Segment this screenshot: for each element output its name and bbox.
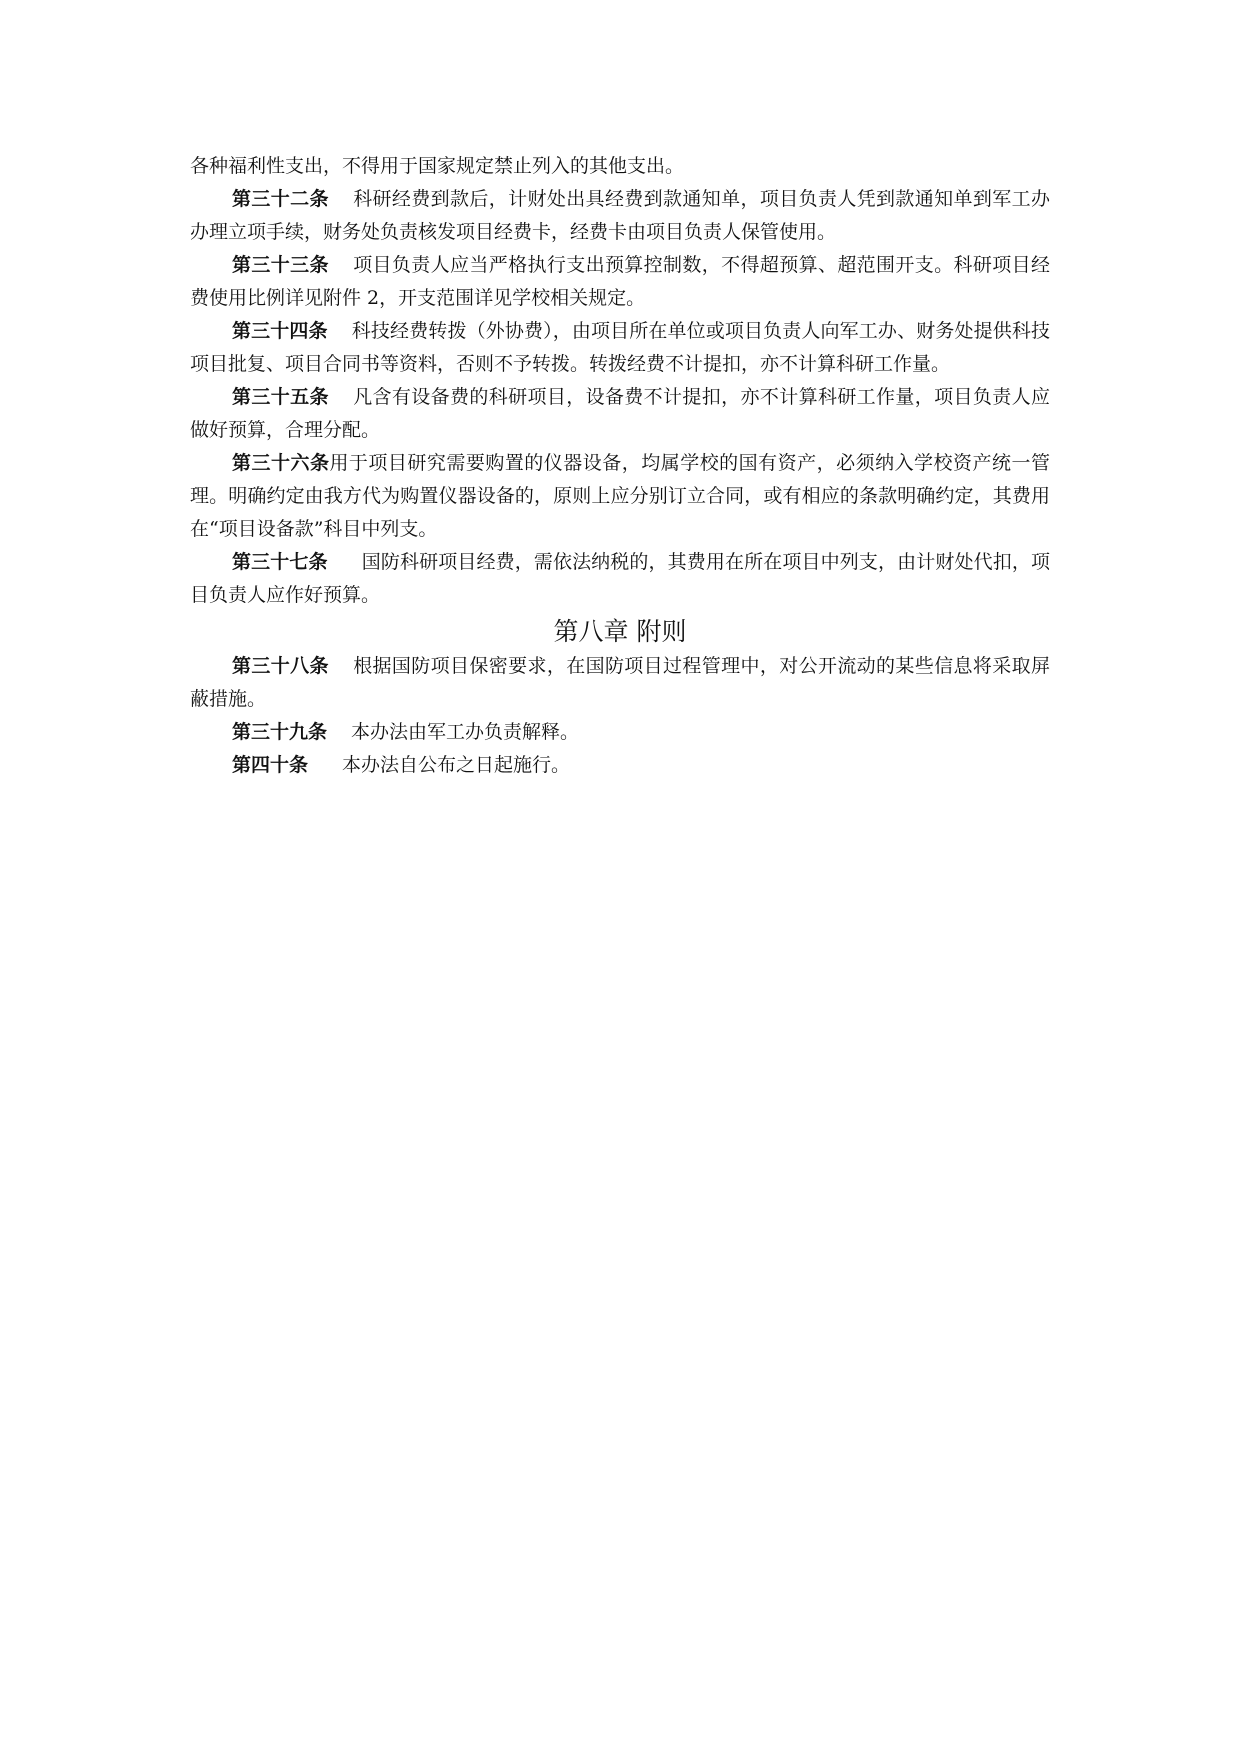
document-page (190, 150, 1050, 782)
article-text: 用于项目研究需要购置的仪器设备，均属学校的国有资产，必须纳入学校资产统一管理。明确约定由我方代为购置仪器设备的，原则上应分别订立合同，或有相应的条款明确约定，其费用在“项目设备款”科目中列支。 (190, 452, 1050, 540)
article-label: 第三十六条 (232, 452, 330, 474)
article-text: 国防科研项目经费，需依法纳税的，其费用在所在项目中列支，由计财处代扣，项目负责人应作好预算。 (190, 551, 1050, 606)
chapter-title: 第八章 附则 (553, 617, 687, 646)
article-label: 第三十三条 (232, 254, 329, 276)
article-label: 第三十四条 (232, 320, 328, 342)
article-text: 项目负责人应当严格执行支出预算控制数，不得超预算、超范围开支。科研项目经费使用比例详见附件 2，开支范围详见学校相关规定。 (190, 254, 1050, 309)
article-label: 第三十二条 (232, 188, 329, 210)
article-label: 第三十七条 (232, 551, 328, 573)
article-40 (190, 749, 1050, 782)
article-text: 科研经费到款后，计财处出具经费到款通知单，项目负责人凭到款通知单到军工办办理立项手续，财务处负责核发项目经费卡，经费卡由项目负责人保管使用。 (190, 188, 1050, 243)
article-label: 第三十九条 (232, 721, 328, 743)
article-33 (190, 249, 1050, 315)
article-35 (190, 381, 1050, 447)
lead-paragraph: 各种福利性支出，不得用于国家规定禁止列入的其他支出。 (190, 155, 685, 177)
article-38 (190, 650, 1050, 716)
article-text: 凡含有设备费的科研项目，设备费不计提扣，亦不计算科研工作量，项目负责人应做好预算，合理分配。 (190, 386, 1050, 441)
article-text: 本办法由军工办负责解释。 (351, 721, 580, 743)
article-36 (190, 447, 1050, 546)
article-39 (190, 716, 1050, 749)
article-label: 第三十五条 (232, 386, 329, 408)
article-label: 第四十条 (232, 754, 309, 776)
article-text: 科技经费转拨（外协费），由项目所在单位或项目负责人向军工办、财务处提供科技项目批复、项目合同书等资料，否则不予转拨。转拨经费不计提扣，亦不计算科研工作量。 (190, 320, 1050, 375)
article-32 (190, 183, 1050, 249)
article-34 (190, 315, 1050, 381)
article-label: 第三十八条 (232, 655, 329, 677)
article-text: 本办法自公布之日起施行。 (342, 754, 571, 776)
article-text: 根据国防项目保密要求，在国防项目过程管理中，对公开流动的某些信息将采取屏蔽措施。 (190, 655, 1050, 710)
article-37 (190, 546, 1050, 612)
